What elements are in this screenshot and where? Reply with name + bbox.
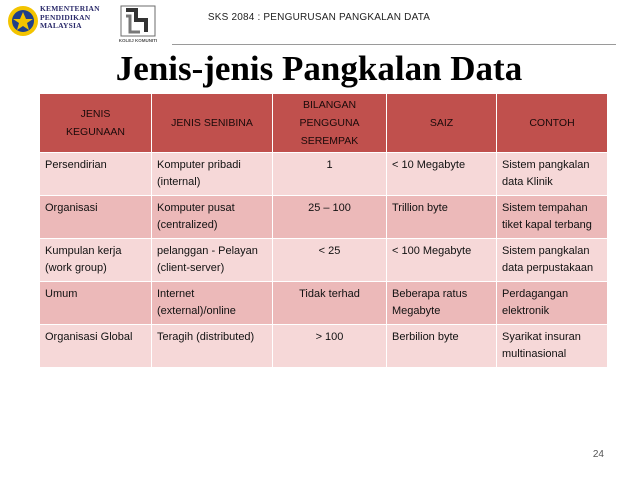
column-header: CONTOH xyxy=(497,94,608,153)
column-header: JENIS KEGUNAAN xyxy=(40,94,152,153)
table-cell: Komputer pribadi (internal) xyxy=(152,153,273,196)
column-header: BILANGAN PENGGUNA SEREMPAK xyxy=(273,94,387,153)
table-cell: Organisasi Global xyxy=(40,325,152,368)
table-cell: Internet (external)/online xyxy=(152,282,273,325)
ministry-logo-text: KEMENTERIAN PENDIDIKAN MALAYSIA xyxy=(40,4,100,30)
table-row xyxy=(40,325,608,368)
table-cell: < 10 Megabyte xyxy=(387,153,497,196)
table-cell: pelanggan - Pelayan (client-server) xyxy=(152,239,273,282)
column-header: JENIS SENIBINA xyxy=(152,94,273,153)
page-number: 24 xyxy=(592,449,604,460)
table-row xyxy=(40,196,608,239)
table-cell: Sistem pangkalan data Klinik xyxy=(497,153,608,196)
table-cell: Organisasi xyxy=(40,196,152,239)
table-header-row xyxy=(40,94,608,153)
table-row xyxy=(40,282,608,325)
table-cell: Beberapa ratus Megabyte xyxy=(387,282,497,325)
table-cell: Teragih (distributed) xyxy=(152,325,273,368)
table-cell: Trillion byte xyxy=(387,196,497,239)
header-divider xyxy=(172,44,616,45)
page-title: Jenis-jenis Pangkalan Data xyxy=(115,49,523,88)
table-cell: Kumpulan kerja (work group) xyxy=(40,239,152,282)
community-college-logo-text: KOLEJ KOMUNITI xyxy=(118,38,158,43)
table-cell: Sistem tempahan tiket kapal terbang xyxy=(497,196,608,239)
course-header: SKS 2084 : PENGURUSAN PANGKALAN DATA xyxy=(207,12,431,23)
table-cell: Komputer pusat (centralized) xyxy=(152,196,273,239)
table-row xyxy=(40,239,608,282)
table-cell: < 100 Megabyte xyxy=(387,239,497,282)
table-cell: Tidak terhad xyxy=(273,282,387,325)
table-cell: Persendirian xyxy=(40,153,152,196)
table-cell: > 100 xyxy=(273,325,387,368)
table-cell: 1 xyxy=(273,153,387,196)
table-cell: Syarikat insuran multinasional xyxy=(497,325,608,368)
table-cell: Sistem pangkalan data perpustakaan xyxy=(497,239,608,282)
table-cell: Berbilion byte xyxy=(387,325,497,368)
table-cell: Umum xyxy=(40,282,152,325)
table-cell: < 25 xyxy=(273,239,387,282)
database-types-table xyxy=(39,93,608,368)
column-header: SAIZ xyxy=(387,94,497,153)
table-cell: 25 – 100 xyxy=(273,196,387,239)
table-row xyxy=(40,153,608,196)
table-cell: Perdagangan elektronik xyxy=(497,282,608,325)
